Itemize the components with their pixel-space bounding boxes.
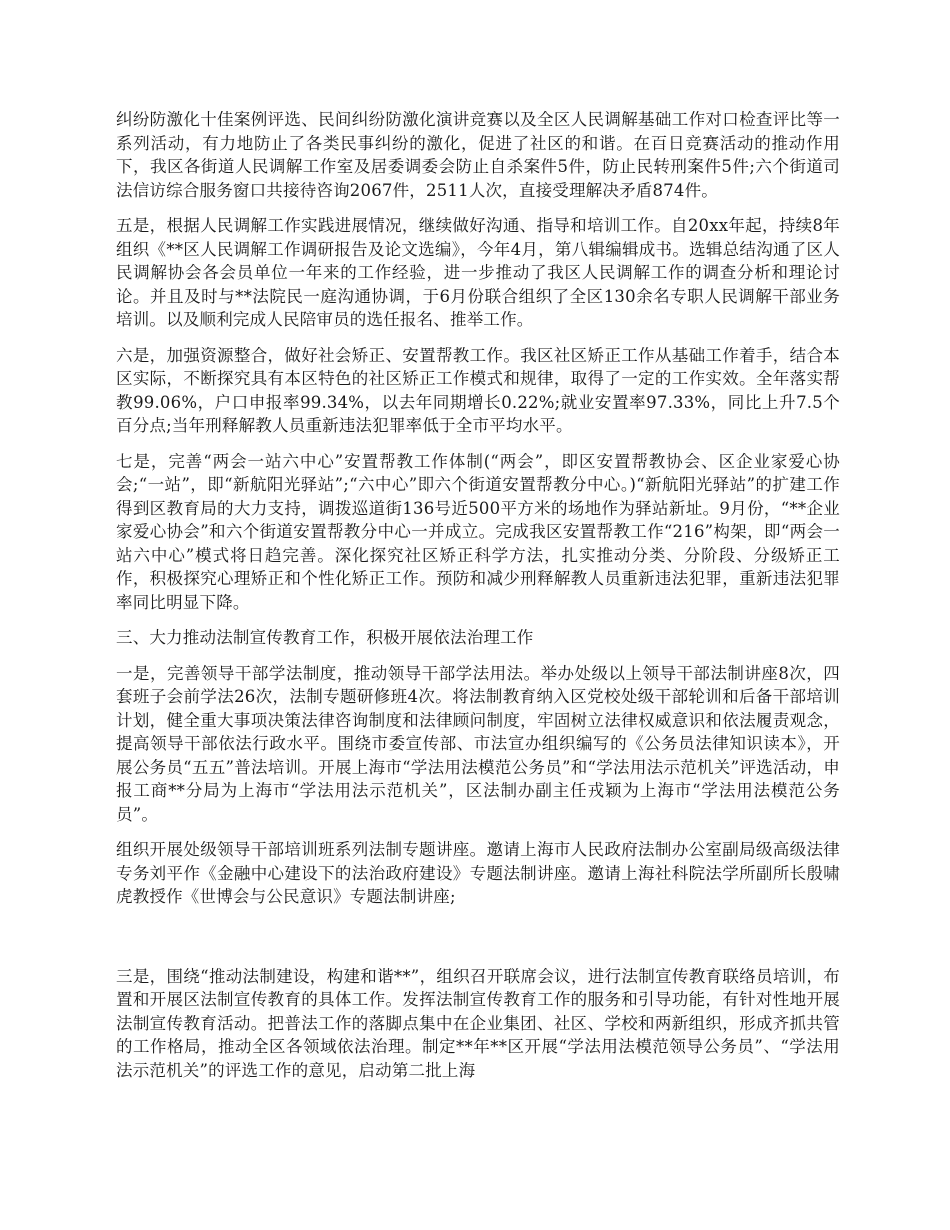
document-page <box>116 108 840 1094</box>
paragraph-item-one: 一是，完善领导干部学法制度，推动领导干部学法用法。举办处级以上领导干部法制讲座8次，四套班子会前学法26次，法制专题研修班4次。将法制教育纳入区党校处级干部轮训和后备干部培训计划，健全重大事项决策法律咨询制度和法律顾问制度，牢固树立法律权威意识和依法履责观念，提高领导干部依法行政水平。围绕市委宣传部、市法宣办组织编写的《公务员法律知识读本》，开展公务员“五五”普法培训。开展上海市“学法用法模范公务员”和“学法用法示范机关”评选活动，申报工商**分局为上海市“学法用法示范机关”，区法制办副主任戎颖为上海市“学法用法模范公务员”。 <box>116 663 840 824</box>
paragraph-lectures: 组织开展处级领导干部培训班系列法制专题讲座。邀请上海市人民政府法制办公室副局级高级法律专务刘平作《金融中心建设下的法治政府建设》专题法制讲座。邀请上海社科院法学所副所长殷啸虎教授作《世博会与公民意识》专题法制讲座; <box>116 840 840 906</box>
paragraph-item-seven: 七是，完善“两会一站六中心”安置帮教工作体制(“两会”，即区安置帮教协会、区企业家爱心协会;“一站”，即“新航阳光驿站”;“六中心”即六个街道安置帮教分中心。)“新航阳光驿站”的扩建工作得到区教育局的大力支持，调拨巡道街136号近500平方米的场地作为驿站新址。9月份，“**企业家爱心协会”和六个街道安置帮教分中心一并成立。完成我区安置帮教工作“216”构架，即“两会一站六中心”模式将日趋完善。深化探究社区矫正科学方法，扎实推动分类、分阶段、分级矫正工作，积极探究心理矫正和个性化矫正工作。预防和减少刑释解教人员重新违法犯罪，重新违法犯罪率同比明显下降。 <box>116 451 840 612</box>
paragraph-item-five: 五是，根据人民调解工作实践进展情况，继续做好沟通、指导和培训工作。自20xx年起，持续8年组织《**区人民调解工作调研报告及论文选编》，今年4月，第八辑编辑成书。选辑总结沟通了区人民调解协会各会员单位一年来的工作经验，进一步推动了我区人民调解工作的调查分析和理论讨论。并且及时与**法院民一庭沟通协调，于6月份联合组织了全区130余名专职人民调解干部业务培训。以及顺利完成人民陪审员的选任报名、推举工作。 <box>116 216 840 329</box>
section-heading-three: 三、大力推动法制宣传教育工作，积极开展依法治理工作 <box>116 628 534 647</box>
paragraph-dispute-prevention: 纠纷防激化十佳案例评选、民间纠纷防激化演讲竞赛以及全区人民调解基础工作对口检查评比等一系列活动，有力地防止了各类民事纠纷的激化，促进了社区的和谐。在百日竞赛活动的推动作用下，我区各街道人民调解工作室及居委调委会防止自杀案件5件，防止民转刑案件5件;六个街道司法信访综合服务窗口共接待咨询2067件，2511人次，直接受理解决矛盾874件。 <box>116 110 840 200</box>
blank-gap <box>116 921 840 965</box>
paragraph-item-three: 三是，围绕“推动法制建设，构建和谐**”，组织召开联席会议，进行法制宣传教育联络员培训，布置和开展区法制宣传教育的具体工作。发挥法制宣传教育工作的服务和引导功能，有针对性地开展法制宣传教育活动。把普法工作的落脚点集中在企业集团、社区、学校和两新组织，形成齐抓共管的工作格局，推动全区各领域依法治理。制定**年**区开展“学法用法模范领导公务员”、“学法用法示范机关”的评选工作的意见，启动第二批上海 <box>116 966 840 1080</box>
paragraph-item-six: 六是，加强资源整合，做好社会矫正、安置帮教工作。我区社区矫正工作从基础工作着手，结合本区实际，不断探究具有本区特色的社区矫正工作模式和规律，取得了一定的工作实效。全年落实帮教99.06%，户口申报率99.34%，以去年同期增长0.22%;就业安置率97.33%，同比上升7.5个百分点;当年刑释解教人员重新违法犯罪率低于全市平均水平。 <box>116 345 840 435</box>
